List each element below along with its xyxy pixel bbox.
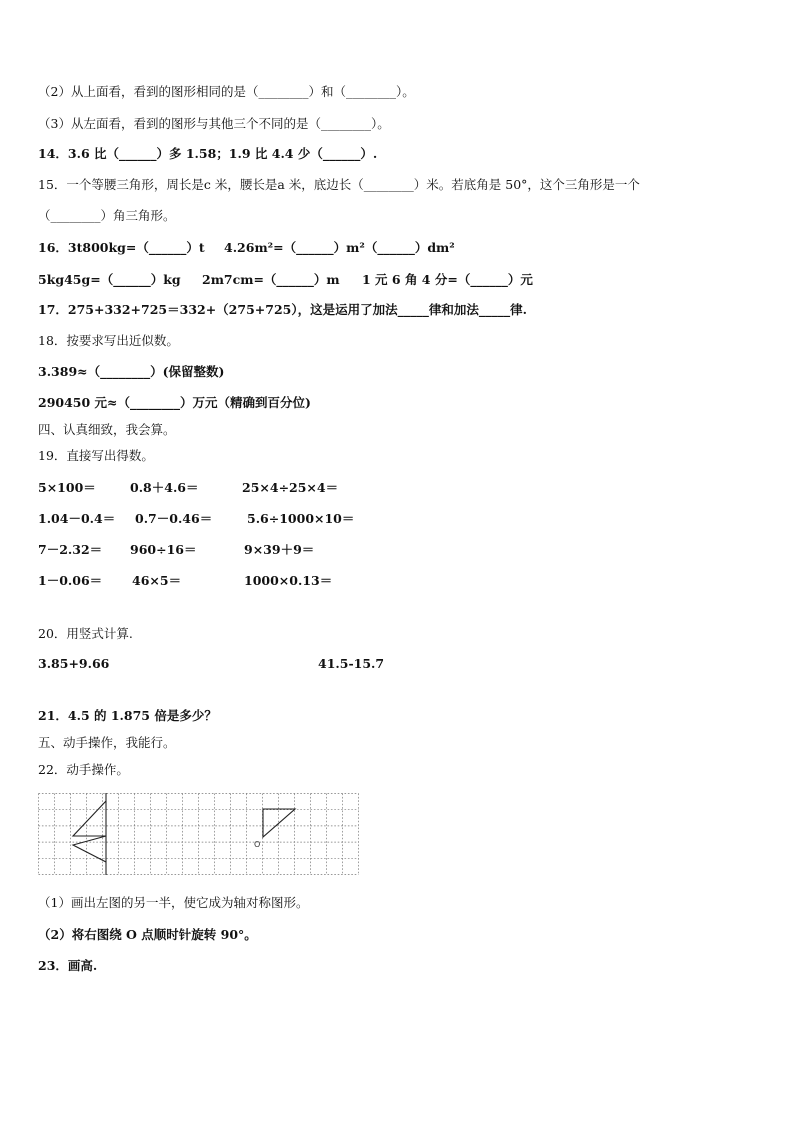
calc-item: 25×4÷25×4＝ <box>242 480 339 495</box>
left-half-figure <box>73 801 106 862</box>
calc-item: 1－0.06＝ <box>38 573 103 588</box>
calc-item: 46×5＝ <box>132 573 182 588</box>
question-16-item2: 4.26m²=（______）m²（______）dm² <box>224 240 455 255</box>
question-14: 14．3.6 比（______）多 1.58；1.9 比 4.4 少（______）. <box>38 146 378 161</box>
question-18: 18．按要求写出近似数。 <box>38 333 179 348</box>
question-22-part1: （1）画出左图的另一半，使它成为轴对称图形。 <box>38 895 309 910</box>
point-o-label: O <box>254 840 261 849</box>
calc-item: 0.7－0.46＝ <box>135 511 213 526</box>
question-21: 21．4.5 的 1.875 倍是多少？ <box>38 708 217 723</box>
calc-item: 960÷16＝ <box>130 542 197 557</box>
calc-item: 9×39＋9＝ <box>244 542 315 557</box>
question-22-part2: （2）将右图绕 O 点顺时针旋转 90°。 <box>38 927 257 942</box>
calc-item: 1.04－0.4＝ <box>38 511 116 526</box>
calc-item: 7－2.32＝ <box>38 542 103 557</box>
calc-item: 1000×0.13＝ <box>244 573 333 588</box>
question-18a: 3.389≈（________）(保留整数) <box>38 364 225 379</box>
question-22: 22．动手操作。 <box>38 762 129 777</box>
question-20: 20．用竖式计算. <box>38 626 133 641</box>
section-5-heading: 五、动手操作，我能行。 <box>38 735 176 750</box>
section-4-heading: 四、认真细致，我会算。 <box>38 422 176 437</box>
question-17: 17．275+332+725＝332+（275+725），这是运用了加法_____律和加法_____律. <box>38 302 527 317</box>
q13-part3: （3）从左面看，看到的图形与其他三个不同的是（________）。 <box>38 116 390 131</box>
question-20a: 3.85+9.66 <box>38 656 110 671</box>
question-19: 19．直接写出得数。 <box>38 448 154 463</box>
calc-item: 5×100＝ <box>38 480 96 495</box>
calc-item: 0.8＋4.6＝ <box>130 480 199 495</box>
calc-item: 5.6÷1000×10＝ <box>247 511 355 526</box>
question-16-item4: 2m7cm=（______）m <box>202 272 340 287</box>
grid-figure <box>38 793 359 875</box>
question-20b: 41.5-15.7 <box>318 656 385 671</box>
question-23: 23．画高. <box>38 958 98 973</box>
question-15-line1: 15．一个等腰三角形，周长是c 米，腰长是a 米，底边长（________）米。若底角是 50°，这个三角形是一个 <box>38 177 640 192</box>
question-16-item1: 16．3t800kg=（______）t <box>38 240 205 255</box>
right-triangle-figure <box>263 809 295 837</box>
q13-part2: （2）从上面看，看到的图形相同的是（________）和（________）。 <box>38 84 415 99</box>
question-16-item3: 5kg45g=（______）kg <box>38 272 181 287</box>
question-16-item5: 1 元 6 角 4 分=（______）元 <box>362 272 533 287</box>
question-15-line2: （________）角三角形。 <box>38 208 176 223</box>
question-18b: 290450 元≈（________）万元（精确到百分位) <box>38 395 311 410</box>
